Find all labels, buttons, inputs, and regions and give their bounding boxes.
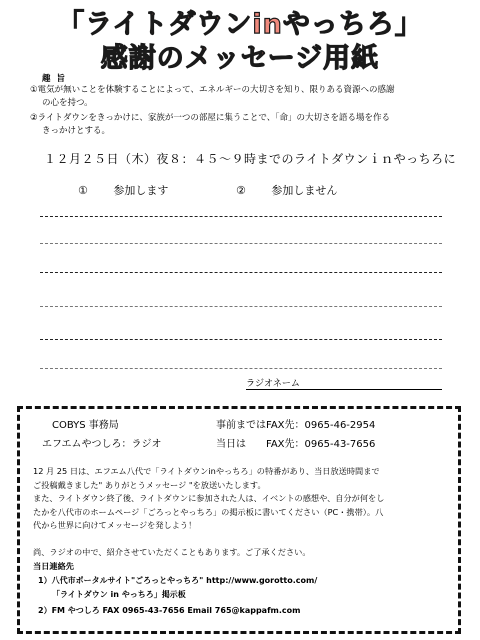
purpose-item-1 — [30, 84, 450, 110]
message-line-2[interactable] — [40, 243, 442, 244]
dayfax-number: 当日は FAX先：0965-43-7656 — [216, 439, 376, 450]
radio-name-label: ラジオネーム — [246, 379, 300, 389]
radio-name-field[interactable] — [246, 389, 442, 390]
purpose-item-2 — [30, 112, 450, 138]
body-paragraph-2 — [33, 492, 445, 533]
message-line-1[interactable] — [40, 216, 442, 217]
option-attend[interactable] — [78, 182, 168, 198]
title-line-1: 「ライトダウンinやっちろ」 — [57, 9, 423, 40]
event-line: １２月２５日（木）夜８：４５〜９時までのライトダウンｉｎやっちろに — [44, 152, 457, 166]
body-paragraph-2-line-1: また、ライトダウン終了後、ライトダウンに参加された人は、イベントの感想や、自分が何をし — [33, 493, 385, 503]
title-line-2: 感謝のメッセージ用紙 — [100, 43, 380, 74]
contact-1-board: 「ライトダウン in やっちろ」掲示板 — [52, 590, 186, 599]
body-paragraph-1-line-1: 12 月 25 日は、エフエム八代で「ライトダウンinやっちろ」の特番があり、当日放送時間まで — [33, 466, 380, 476]
contact-1: 1）八代市ポータルサイト"ごろっとやっちろ" http://www.gorotto.com/ — [38, 576, 318, 585]
radio-station: エフエムやつしろ：ラジオ — [42, 439, 162, 450]
option-attend-number: ① — [78, 184, 88, 197]
body-paragraph-3: 尚、ラジオの中で、紹介させていただくこともあります。ご了承ください。 — [33, 547, 311, 557]
body-paragraph-1 — [33, 465, 445, 492]
message-line-5[interactable] — [40, 339, 442, 340]
contact-heading: 当日連絡先 — [33, 561, 74, 571]
purpose-item-2-line-2: きっかけとする。 — [42, 126, 111, 136]
message-line-6[interactable] — [40, 368, 442, 369]
office-name: COBYS 事務局 — [52, 420, 119, 431]
message-line-3[interactable] — [40, 272, 442, 273]
purpose-item-1-line-2: の心を持つ。 — [42, 98, 93, 108]
option-not-attend-label: 参加しません — [271, 184, 338, 197]
body-paragraph-2-line-3: 代から世界に向けてメッセージを発しよう！ — [33, 520, 197, 530]
body-paragraph-2-line-2: たかを八代市のホームページ「ごろっとやっちろ」の掲示板に書いてください（PC・携帯）。八 — [33, 506, 384, 517]
message-line-4[interactable] — [40, 306, 442, 307]
option-not-attend[interactable] — [236, 182, 337, 198]
option-attend-label: 参加します — [113, 184, 169, 197]
prefax-number: 事前まではFAX先：0965-46-2954 — [216, 420, 376, 431]
body-paragraph-1-line-2: ご投稿戴きました" ありがとうメッセージ "を放送いたします。 — [33, 479, 266, 490]
purpose-item-1-line-1: ①電気が無いことを体験することによって、エネルギーの大切さを知り、限りある資源への感謝 — [30, 85, 395, 95]
contact-2: 2）FM やつしろ FAX 0965-43-7656 Email 765@kappafm.com — [38, 606, 301, 615]
purpose-heading: 趣旨 — [42, 74, 72, 84]
purpose-item-2-line-1: ②ライトダウンをきっかけに、家族が一つの部屋に集うことで、「命」の大切さを語る場を作る — [30, 113, 390, 123]
option-not-attend-number: ② — [236, 184, 246, 197]
